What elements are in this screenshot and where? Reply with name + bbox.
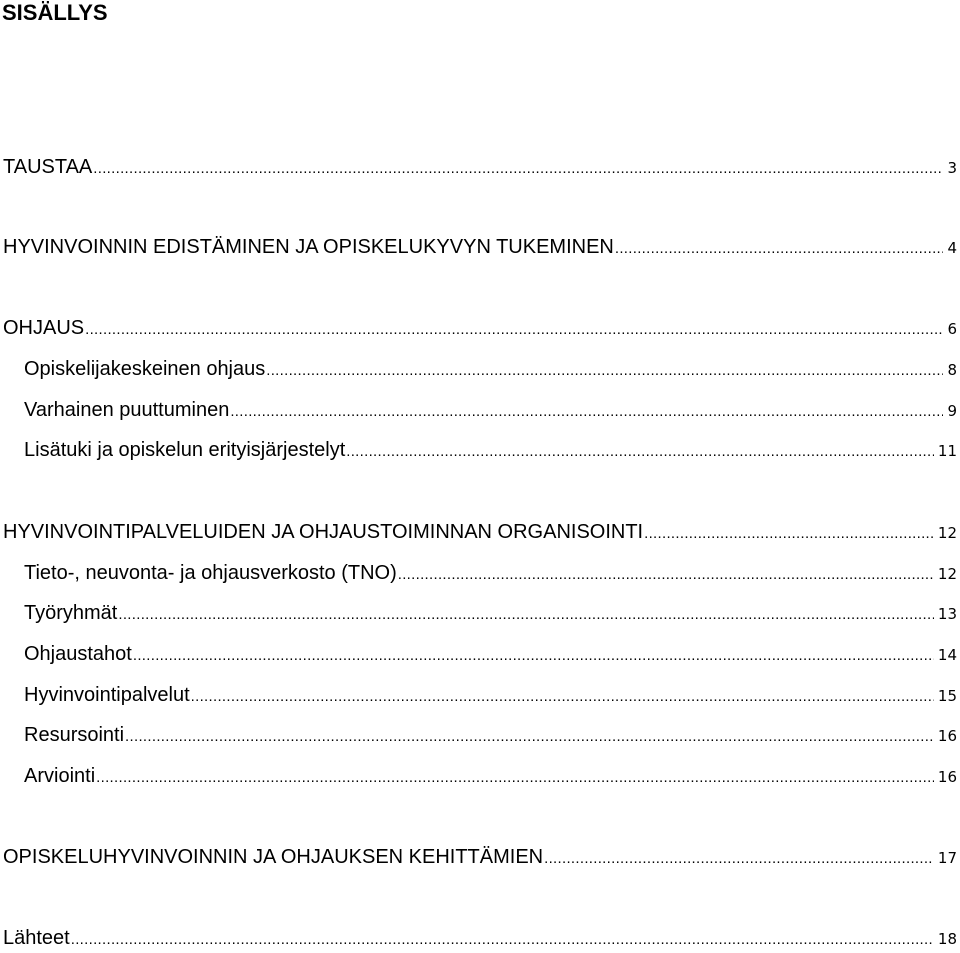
- toc-entry-taustaa[interactable]: [3, 154, 957, 180]
- toc-entry-opiskelijakeskeinen-ohjaus[interactable]: [24, 356, 957, 382]
- toc-entry-title: Varhainen puuttuminen: [24, 399, 230, 421]
- toc-dot-leader: [266, 358, 943, 384]
- toc-entry-title: Työryhmät: [24, 602, 118, 624]
- toc-dot-leader: [118, 602, 934, 628]
- toc-dot-leader: [133, 643, 934, 669]
- toc-entry-title: Resursointi: [24, 724, 125, 746]
- toc-page-number: 3: [947, 159, 957, 177]
- toc-entry-title: Opiskelijakeskeinen ohjaus: [24, 358, 266, 380]
- toc-entry-title: Lisätuki ja opiskelun erityisjärjestelyt: [24, 439, 346, 461]
- toc-entry-title: Ohjaustahot: [24, 643, 132, 665]
- toc-entry-title: OPISKELUHYVINVOINNIN JA OHJAUKSEN KEHITTÄMIEN: [3, 846, 544, 868]
- toc-entry-lahteet[interactable]: [3, 925, 957, 951]
- toc-entry-kehittamien[interactable]: [3, 844, 957, 870]
- toc-entry-title: Tieto-, neuvonta- ja ohjausverkosto (TNO): [24, 562, 397, 584]
- toc-dot-leader: [71, 927, 934, 953]
- toc-page-number: 13: [937, 605, 957, 623]
- toc-page-number: 18: [937, 930, 957, 948]
- toc-entry-title: HYVINVOINNIN EDISTÄMINEN JA OPISKELUKYVYN TUKEMINEN: [3, 236, 614, 258]
- toc-dot-leader: [644, 521, 934, 547]
- toc-page-number: 14: [937, 646, 957, 664]
- toc-dot-leader: [93, 156, 943, 182]
- toc-entry-title: OHJAUS: [3, 317, 85, 339]
- toc-dot-leader: [544, 846, 934, 872]
- toc-page-number: 16: [937, 768, 957, 786]
- toc-entry-title: HYVINVOINTIPALVELUIDEN JA OHJAUSTOIMINNAN ORGANISOINTI: [3, 521, 644, 543]
- toc-dot-leader: [230, 399, 943, 425]
- toc-dot-leader: [346, 439, 934, 465]
- toc-entry-hyvinvoinnin-edistaminen[interactable]: [3, 234, 957, 260]
- toc-entry-ohjaustahot[interactable]: [24, 641, 957, 667]
- toc-page-number: 11: [937, 442, 957, 460]
- toc-entry-hyvinvointipalvelut[interactable]: [24, 682, 957, 708]
- toc-page-number: 12: [937, 565, 957, 583]
- toc-dot-leader: [85, 317, 943, 343]
- toc-entry-title: Arviointi: [24, 765, 96, 787]
- toc-page-number: 17: [937, 849, 957, 867]
- toc-page-number: 12: [937, 524, 957, 542]
- toc-entry-title: TAUSTAA: [3, 156, 93, 178]
- toc-entry-ohjaus[interactable]: [3, 315, 957, 341]
- toc-page-number: 9: [947, 402, 957, 420]
- toc-page-number: 6: [947, 320, 957, 338]
- toc-dot-leader: [125, 724, 934, 750]
- toc-page-number: 4: [947, 239, 957, 257]
- toc-dot-leader: [191, 684, 934, 710]
- toc-entry-title: Lähteet: [3, 927, 70, 949]
- toc-heading: SISÄLLYS: [2, 0, 108, 25]
- toc-dot-leader: [398, 562, 934, 588]
- toc-entry-lisatuki[interactable]: [24, 437, 957, 463]
- toc-entry-resursointi[interactable]: [24, 722, 957, 748]
- toc-page-number: 16: [937, 727, 957, 745]
- toc-dot-leader: [615, 236, 944, 262]
- toc-entry-tyoryhmat[interactable]: [24, 600, 957, 626]
- toc-entry-arviointi[interactable]: [24, 763, 957, 789]
- toc-entry-varhainen-puuttuminen[interactable]: [24, 397, 957, 423]
- toc-entry-title: Hyvinvointipalvelut: [24, 684, 190, 706]
- toc-page-number: 15: [937, 687, 957, 705]
- toc-entry-tno[interactable]: [24, 560, 957, 586]
- toc-entry-hyvinvointipalveluiden-organisointi[interactable]: [3, 519, 957, 545]
- toc-dot-leader: [96, 765, 934, 791]
- toc-page-number: 8: [947, 361, 957, 379]
